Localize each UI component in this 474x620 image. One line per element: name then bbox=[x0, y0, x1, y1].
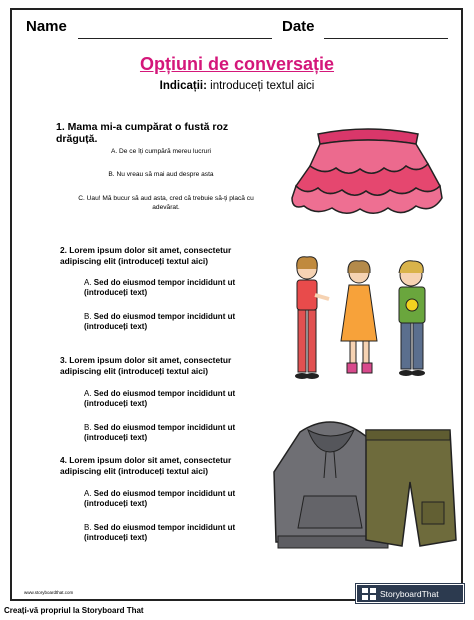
badge-label: StoryboardThat bbox=[380, 588, 439, 599]
q3-b-letter: B. bbox=[84, 423, 92, 432]
q4-b-letter: B. bbox=[84, 523, 92, 532]
q4-option-a bbox=[84, 489, 264, 509]
q2-b-letter: B. bbox=[84, 312, 92, 321]
three-children-icon bbox=[285, 255, 445, 383]
instructions-key: Indicații: bbox=[159, 80, 207, 92]
q3-option-b bbox=[84, 423, 264, 443]
q4-b-text: Sed do eiusmod tempor incididunt ut (introduceți text) bbox=[84, 523, 236, 542]
q2-option-b bbox=[84, 312, 264, 332]
page-title: Opțiuni de conversație bbox=[139, 54, 335, 74]
q1-option-b: B. Nu vreau să mai aud despre asta bbox=[108, 171, 214, 178]
q1-option-c: C. Uau! Mă bucur să aud asta, cred că trebuie să-ți placă cu adevărat. bbox=[78, 195, 254, 211]
bottom-caption[interactable]: Creați-vă propriul la Storyboard That bbox=[4, 606, 144, 615]
storyboardthat-badge[interactable] bbox=[356, 584, 464, 603]
q3-option-a bbox=[84, 389, 264, 409]
question-4: 4. Lorem ipsum dolor sit amet, consectetur adipiscing elit (introduceți textul aici) bbox=[60, 455, 232, 476]
question-1: 1. Mama mi-a cumpărat o fustă roz drăguță. bbox=[56, 121, 229, 145]
storyboardthat-logo-icon bbox=[362, 588, 376, 600]
q2-option-a bbox=[84, 278, 264, 298]
q2-b-text: Sed do eiusmod tempor incididunt ut (introduceți text) bbox=[84, 312, 236, 331]
footer-url: www.storyboardthat.com bbox=[24, 590, 74, 595]
q4-a-letter: A. bbox=[84, 489, 92, 498]
q2-a-letter: A. bbox=[84, 278, 92, 287]
q3-a-text: Sed do eiusmod tempor incididunt ut (introduceți text) bbox=[84, 389, 236, 408]
q3-b-text: Sed do eiusmod tempor incididunt ut (introduceți text) bbox=[84, 423, 236, 442]
pink-skirt-icon bbox=[288, 124, 448, 220]
instructions bbox=[0, 80, 474, 92]
hoodie-and-shorts-icon bbox=[270, 412, 460, 554]
q4-a-text: Sed do eiusmod tempor incididunt ut (introduceți text) bbox=[84, 489, 236, 508]
date-field[interactable] bbox=[324, 38, 448, 39]
q1-option-a: A. De ce îți cumpără mereu lucruri bbox=[110, 148, 212, 155]
name-field[interactable] bbox=[78, 38, 272, 39]
q2-a-text: Sed do eiusmod tempor incididunt ut (introduceți text) bbox=[84, 278, 236, 297]
question-2: 2. Lorem ipsum dolor sit amet, consectetur adipiscing elit (introduceți textul aici) bbox=[60, 245, 232, 266]
name-label: Name bbox=[26, 18, 67, 35]
q3-a-letter: A. bbox=[84, 389, 92, 398]
instructions-text: introduceți textul aici bbox=[206, 80, 315, 92]
question-3: 3. Lorem ipsum dolor sit amet, consectetur adipiscing elit (introduceți textul aici) bbox=[60, 355, 232, 376]
date-label: Date bbox=[282, 18, 315, 35]
q4-option-b bbox=[84, 523, 264, 543]
